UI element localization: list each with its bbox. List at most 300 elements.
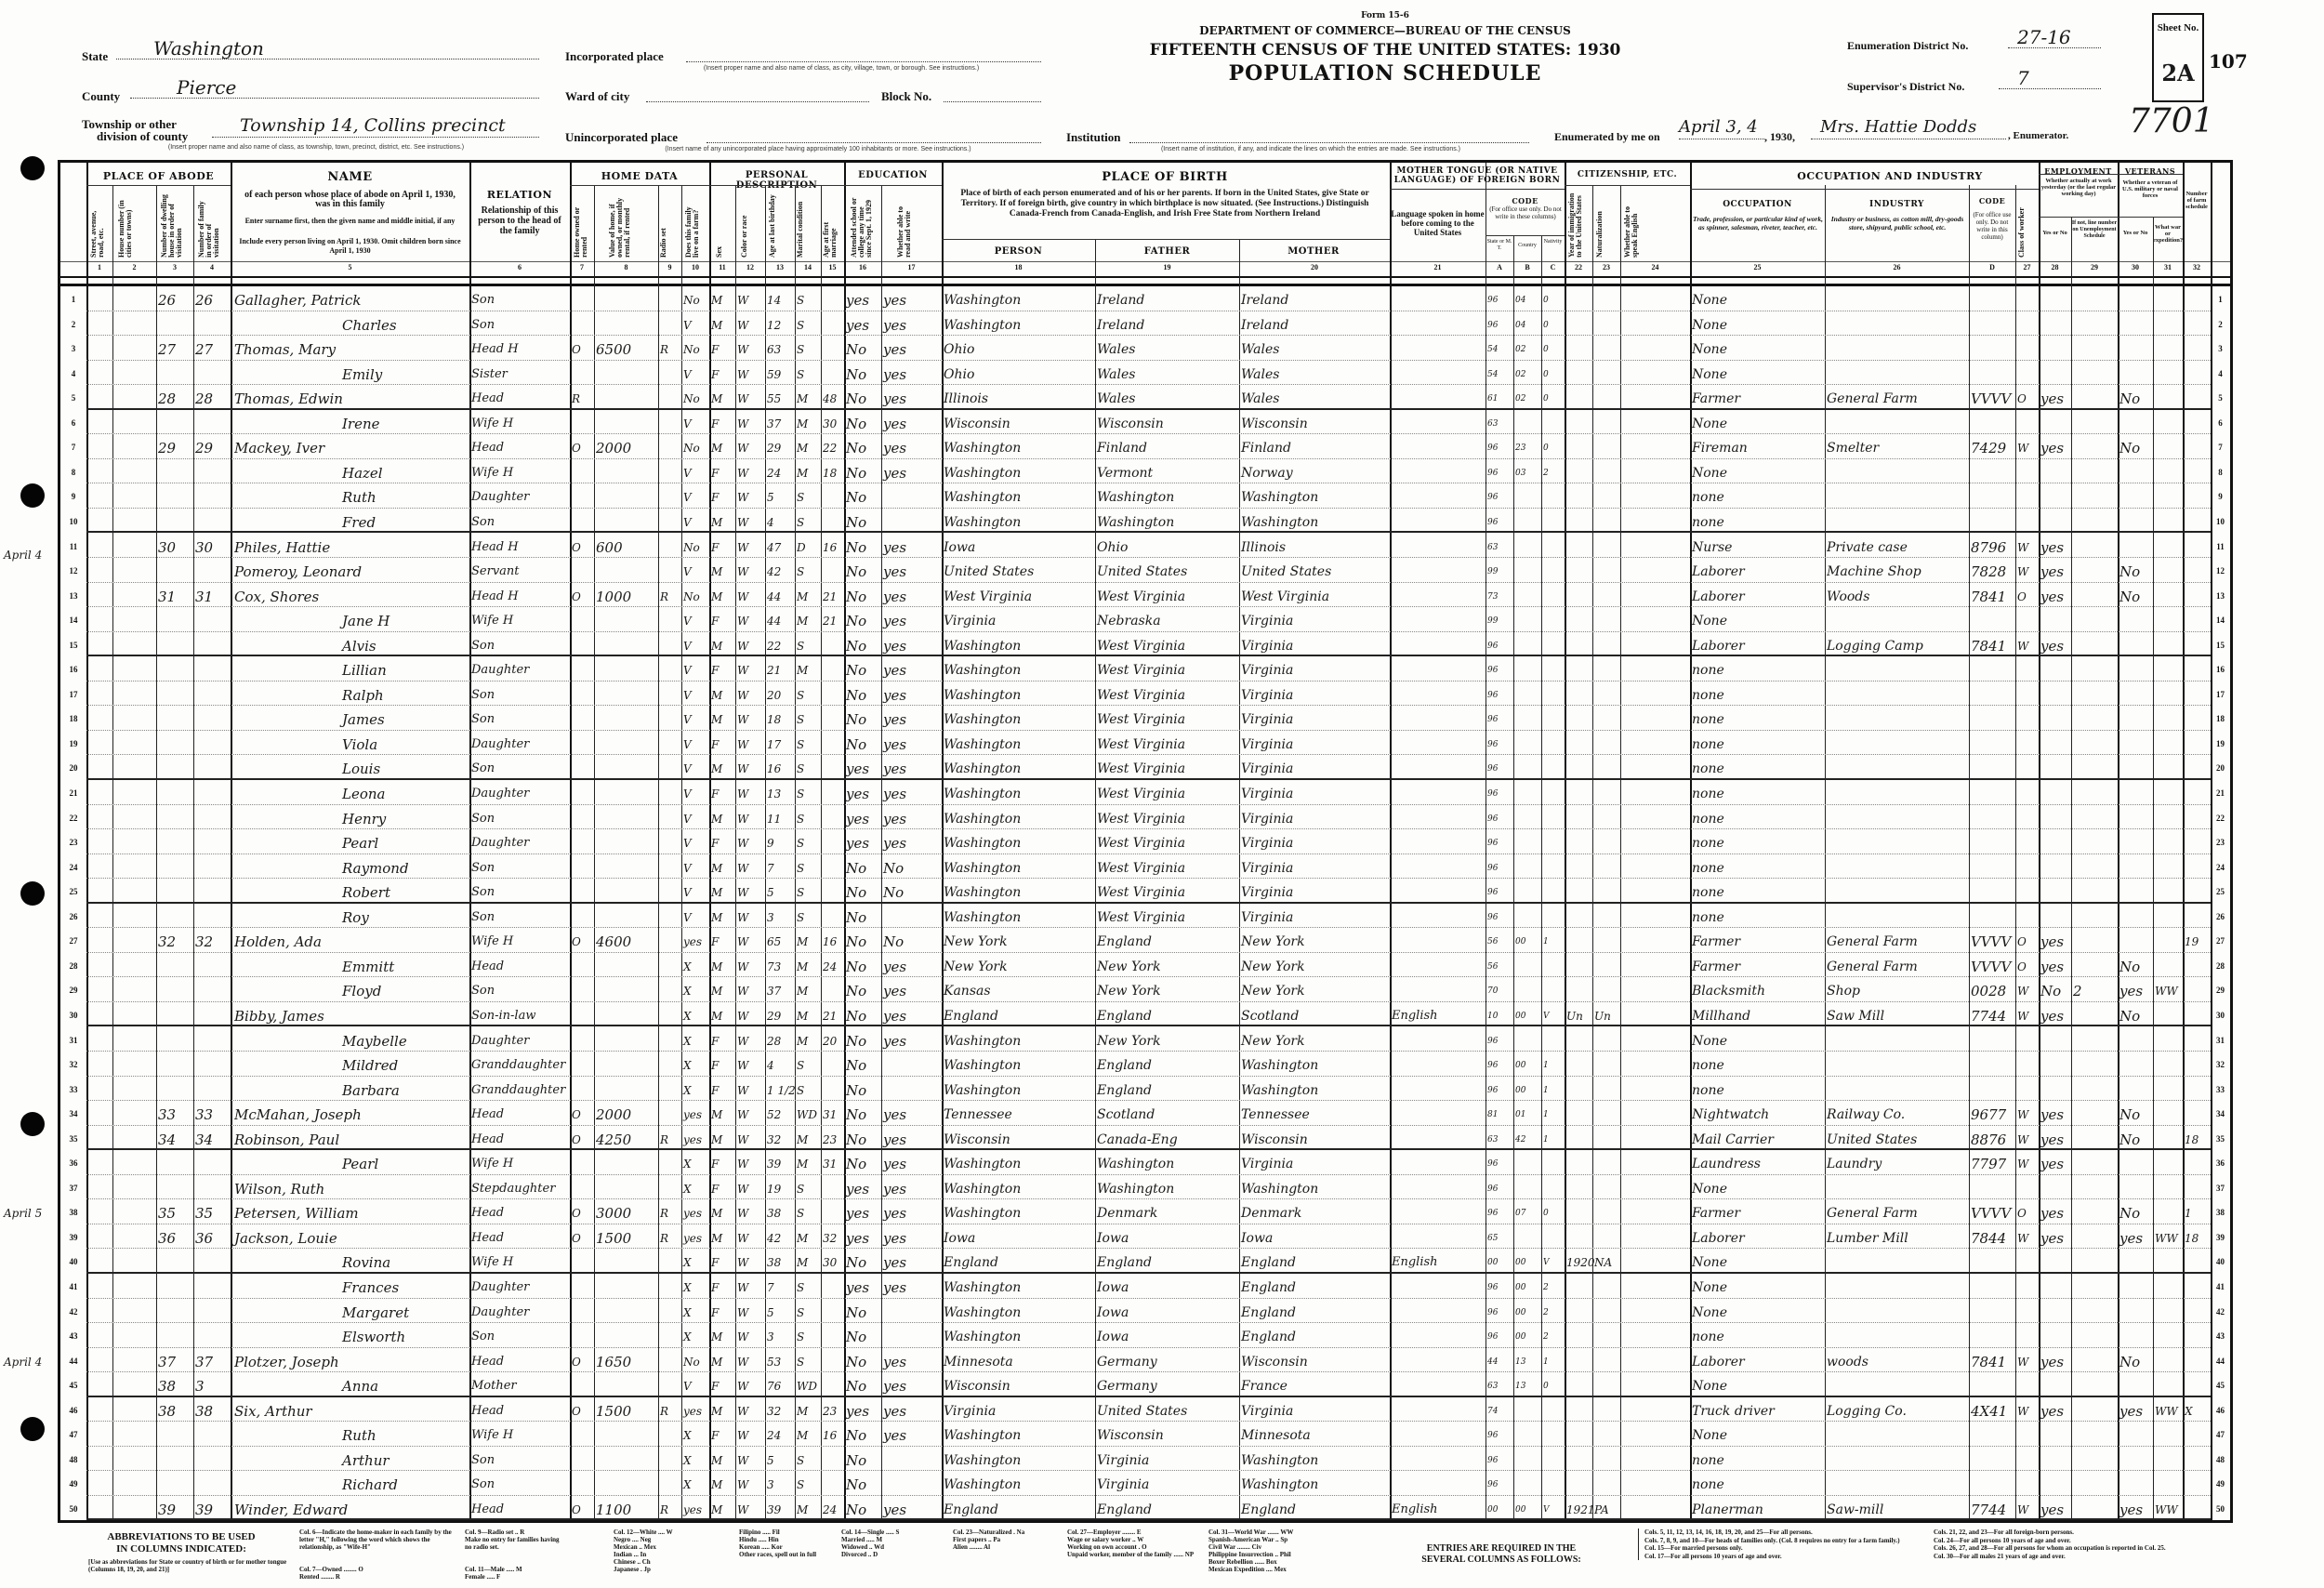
cell-ca[interactable]: 96 [1487,912,1499,922]
cell-mpob[interactable]: New York [1241,934,1305,950]
cell-read[interactable] [881,1299,942,1324]
cell-sch[interactable]: No [846,1451,867,1469]
cell-age[interactable]: 47 [767,540,782,554]
cell-fpob[interactable]: West Virginia [1097,885,1186,901]
cell-fpob[interactable]: Vermont [1097,465,1154,481]
cell-rel[interactable]: Servant [471,564,520,579]
cell-age[interactable]: 63 [767,343,782,357]
cell-sex[interactable]: F [711,1380,720,1394]
cell-sex[interactable]: F [711,540,720,554]
cell-vet[interactable]: No [2119,588,2141,605]
cell-ind[interactable]: General Farm [1827,934,1918,950]
cell-fs[interactable] [2183,410,2211,435]
cell-pob[interactable]: Tennessee [944,1107,1012,1123]
cell-ind[interactable] [1825,1422,1969,1447]
cell-code[interactable]: 7744 [1971,1007,2007,1025]
cell-work[interactable] [2039,483,2071,509]
cell-eng[interactable] [1620,1101,1690,1126]
cell-vet[interactable] [2118,1372,2153,1397]
cell-war[interactable] [2153,483,2183,509]
cell-read[interactable]: yes [883,761,907,778]
cell-cb[interactable] [1513,755,1541,780]
cell-own[interactable] [570,459,594,484]
cell-war[interactable] [2153,731,2183,756]
cell-dw[interactable]: 36 [158,1229,177,1247]
cell-mar[interactable]: M [797,1231,809,1245]
cell-eng[interactable] [1620,1422,1690,1447]
cell-race[interactable]: W [737,1305,749,1319]
cell-name[interactable]: Petersen, William [234,1205,359,1223]
cell-ca[interactable]: 96 [1487,839,1499,849]
cell-cc[interactable] [1541,805,1565,830]
cell-unemp[interactable] [2071,1052,2118,1077]
cell-fam[interactable] [193,805,231,830]
cell-farm[interactable]: V [683,713,692,727]
cell-read[interactable]: No [883,859,905,877]
cell-radio[interactable] [658,459,681,484]
cell-mar[interactable]: S [797,837,805,851]
cell-fpob[interactable]: Washington [1097,1181,1175,1197]
cell-eng[interactable] [1620,977,1690,1002]
cell-ca[interactable]: 96 [1487,863,1499,873]
cell-agem[interactable] [821,706,844,731]
cell-agem[interactable] [821,509,844,534]
cell-age[interactable]: 22 [767,639,782,653]
cell-mar[interactable]: S [797,688,805,702]
cell-own[interactable] [570,656,594,682]
cell-occ[interactable]: none [1692,787,1724,801]
cell-fs[interactable] [2183,977,2211,1002]
cell-farm[interactable]: X [683,959,692,973]
cell-agem[interactable] [821,1052,844,1077]
cell-age[interactable]: 5 [767,1453,774,1467]
cell-occ[interactable]: None [1692,1181,1727,1197]
cell-ind[interactable]: Machine Shop [1827,564,1921,580]
cell-age[interactable]: 13 [767,787,782,801]
cell-unemp[interactable] [2071,558,2118,583]
cell-ind[interactable] [1825,682,1969,707]
cell-cc[interactable] [1541,682,1565,707]
cell-ind[interactable]: Private case [1827,539,1908,555]
cell-race[interactable]: W [737,737,749,751]
cell-cb[interactable] [1513,1471,1541,1496]
cell-cls[interactable] [2015,286,2039,311]
cell-code[interactable] [1969,706,2015,731]
cell-fs[interactable] [2183,706,2211,731]
cell-unemp[interactable] [2071,928,2118,953]
cell-cc[interactable]: 1 [1543,1085,1549,1095]
cell-vet[interactable] [2118,632,2153,657]
cell-cb[interactable] [1513,558,1541,583]
cell-pob[interactable]: United States [944,564,1035,580]
cell-imm[interactable] [1565,1372,1592,1397]
cell-imm[interactable] [1565,632,1592,657]
cell-war[interactable] [2153,1372,2183,1397]
cell-imm[interactable] [1565,1348,1592,1373]
cell-vet[interactable] [2118,904,2153,929]
cell-rel[interactable]: Son [471,317,495,332]
cell-vet[interactable] [2118,682,2153,707]
block-field[interactable] [944,88,1041,102]
cell-code[interactable] [1969,854,2015,880]
cell-unemp[interactable] [2071,1397,2118,1423]
cell-mpob[interactable]: Ireland [1241,293,1289,308]
cell-dw[interactable] [156,780,193,805]
cell-fpob[interactable]: England [1097,934,1153,950]
cell-sch[interactable]: No [846,1156,867,1173]
cell-occ[interactable]: Laborer [1692,638,1745,654]
cell-fs[interactable] [2183,904,2211,929]
cell-unemp[interactable] [2071,1027,2118,1052]
cell-war[interactable] [2153,509,2183,534]
cell-mar[interactable]: M [797,1429,809,1443]
cell-age[interactable]: 76 [767,1380,782,1394]
cell-mpob[interactable]: England [1241,1502,1297,1517]
cell-ind[interactable] [1825,854,1969,880]
cell-imm[interactable] [1565,1077,1592,1102]
cell-val[interactable]: 2000 [596,440,632,457]
cell-nat[interactable] [1592,904,1620,929]
cell-mpob[interactable]: England [1241,1280,1297,1295]
cell-read[interactable]: yes [883,810,907,827]
cell-own[interactable] [570,483,594,509]
cell-name[interactable]: Pearl [342,1156,379,1173]
cell-lang[interactable] [1390,1126,1486,1151]
cell-occ[interactable]: none [1692,761,1724,777]
cell-nat[interactable] [1592,1077,1620,1102]
cell-radio[interactable] [658,607,681,632]
cell-farm[interactable]: V [683,1380,692,1394]
cell-val[interactable] [594,1274,658,1299]
cell-fam[interactable] [193,1274,231,1299]
cell-ca[interactable]: 44 [1487,1356,1499,1367]
cell-val[interactable] [594,879,658,904]
cell-rel[interactable]: Stepdaughter [471,1181,556,1196]
cell-nat[interactable] [1592,1101,1620,1126]
cell-fs[interactable] [2183,1150,2211,1175]
cell-cb[interactable] [1513,879,1541,904]
cell-vet[interactable] [2118,1249,2153,1274]
cell-cb[interactable] [1513,483,1541,509]
cell-fs[interactable] [2183,682,2211,707]
cell-sex[interactable]: F [711,1305,720,1319]
cell-cls[interactable] [2015,1175,2039,1200]
cell-dw[interactable] [156,1447,193,1472]
cell-fs[interactable] [2183,953,2211,978]
cell-work[interactable]: yes [2040,563,2065,581]
cell-age[interactable]: 32 [767,1132,782,1146]
cell-age[interactable]: 5 [767,491,774,505]
cell-vet[interactable]: No [2119,958,2141,975]
cell-work[interactable]: yes [2040,1501,2065,1518]
cell-work[interactable]: yes [2040,958,2065,975]
cell-fpob[interactable]: New York [1097,959,1161,974]
cell-fs[interactable] [2183,1348,2211,1373]
cell-fs[interactable] [2183,286,2211,311]
cell-lang[interactable] [1390,1224,1486,1250]
cell-own[interactable]: O [572,1231,581,1245]
cell-cls[interactable]: W [2017,1108,2029,1122]
cell-dw[interactable] [156,805,193,830]
cell-pob[interactable]: Washington [944,441,1022,457]
cell-val[interactable]: 1500 [596,1402,632,1420]
cell-radio[interactable] [658,1101,681,1126]
cell-code[interactable]: VVVV [1971,390,2012,408]
cell-nat[interactable] [1592,854,1620,880]
cell-fs[interactable] [2183,483,2211,509]
cell-mpob[interactable]: Virginia [1241,836,1294,852]
cell-dw[interactable] [156,311,193,337]
cell-fpob[interactable]: West Virginia [1097,589,1186,604]
cell-code[interactable] [1969,1299,2015,1324]
cell-ca[interactable]: 96 [1487,1455,1499,1465]
cell-occ[interactable]: Laborer [1692,1354,1745,1370]
cell-eng[interactable] [1620,607,1690,632]
cell-agem[interactable] [821,656,844,682]
cell-unemp[interactable] [2071,361,2118,386]
cell-val[interactable] [594,829,658,854]
cell-imm[interactable]: Un [1566,1009,1583,1023]
unincorporated-field[interactable] [706,129,1041,143]
cell-sex[interactable]: M [711,1231,723,1245]
cell-lang[interactable] [1390,1027,1486,1052]
cell-ca[interactable]: 96 [1487,1036,1499,1046]
cell-fpob[interactable]: United States [1097,564,1188,580]
cell-rel[interactable]: Daughter [471,787,530,801]
cell-dw[interactable]: 30 [158,538,177,556]
cell-ca[interactable]: 96 [1487,666,1499,676]
cell-fs[interactable] [2183,656,2211,682]
cell-own[interactable] [570,904,594,929]
cell-nat[interactable] [1592,1372,1620,1397]
cell-pob[interactable]: Washington [944,1206,1022,1222]
cell-dw[interactable] [156,1027,193,1052]
cell-fam[interactable]: 38 [195,1402,214,1420]
cell-fpob[interactable]: England [1097,1502,1153,1517]
cell-name[interactable]: Pearl [342,835,379,853]
cell-mar[interactable]: S [797,1059,805,1073]
cell-read[interactable]: yes [883,1279,907,1296]
cell-agem[interactable] [821,558,844,583]
cell-mpob[interactable]: Washington [1241,1058,1319,1074]
cell-farm[interactable]: yes [683,935,703,949]
cell-eng[interactable] [1620,1150,1690,1175]
cell-fpob[interactable]: Washington [1097,514,1175,530]
cell-fam[interactable] [193,483,231,509]
cell-cc[interactable] [1541,879,1565,904]
cell-ind[interactable] [1825,1249,1969,1274]
cell-eng[interactable] [1620,483,1690,509]
cell-eng[interactable] [1620,1348,1690,1373]
cell-radio[interactable] [658,509,681,534]
cell-agem[interactable] [821,483,844,509]
cell-cc[interactable]: 0 [1543,394,1549,404]
cell-lang[interactable] [1390,1150,1486,1175]
cell-war[interactable] [2153,558,2183,583]
cell-race[interactable]: W [737,837,749,851]
cell-race[interactable]: W [737,787,749,801]
cell-farm[interactable]: yes [683,1231,703,1245]
cell-imm[interactable] [1565,928,1592,953]
cell-agem[interactable]: 32 [823,1231,838,1245]
cell-unemp[interactable] [2071,607,2118,632]
cell-rel[interactable]: Wife H [471,465,514,480]
cell-work[interactable] [2039,829,2071,854]
cell-eng[interactable] [1620,1126,1690,1151]
cell-war[interactable] [2153,1175,2183,1200]
cell-radio[interactable] [658,1299,681,1324]
cell-read[interactable]: yes [883,735,907,753]
cell-mpob[interactable]: Denmark [1241,1206,1302,1222]
cell-pob[interactable]: Washington [944,638,1022,654]
cell-work[interactable]: yes [2040,1402,2065,1420]
cell-fpob[interactable]: West Virginia [1097,712,1186,728]
cell-read[interactable]: yes [883,1156,907,1173]
cell-val[interactable]: 6500 [596,341,632,359]
cell-mpob[interactable]: Scotland [1241,1008,1300,1024]
cell-unemp[interactable] [2071,434,2118,459]
cell-sch[interactable]: No [846,341,867,359]
cell-name[interactable]: Floyd [342,983,382,1000]
cell-pob[interactable]: England [944,1255,999,1271]
cell-lang[interactable] [1390,336,1486,361]
cell-cc[interactable] [1541,755,1565,780]
cell-rel[interactable]: Head [471,1131,505,1146]
cell-fs[interactable]: 1 [2185,1207,2192,1221]
cell-imm[interactable] [1565,780,1592,805]
cell-mpob[interactable]: Tennessee [1241,1107,1310,1123]
cell-work[interactable]: yes [2040,1131,2065,1148]
cell-war[interactable] [2153,1126,2183,1151]
cell-sch[interactable]: No [846,613,867,630]
cell-cc[interactable] [1541,534,1565,559]
cell-sex[interactable]: F [711,491,720,505]
cell-cls[interactable]: W [2017,1132,2029,1146]
cell-radio[interactable] [658,656,681,682]
cell-sex[interactable]: F [711,935,720,949]
cell-race[interactable]: W [737,1380,749,1394]
cell-unemp[interactable] [2071,1447,2118,1472]
cell-dw[interactable] [156,682,193,707]
cell-cls[interactable]: W [2017,985,2029,999]
cell-fpob[interactable]: Washington [1097,1157,1175,1172]
cell-agem[interactable]: 21 [823,615,838,629]
cell-sch[interactable]: No [846,1131,867,1148]
cell-read[interactable]: No [883,933,905,951]
cell-read[interactable]: yes [883,1229,907,1247]
cell-war[interactable] [2153,1422,2183,1447]
cell-work[interactable] [2039,1471,2071,1496]
cell-cc[interactable] [1541,410,1565,435]
cell-sex[interactable]: M [711,985,723,999]
cell-sch[interactable]: No [846,563,867,581]
cell-nat[interactable] [1592,483,1620,509]
cell-nat[interactable] [1592,558,1620,583]
cell-rel[interactable]: Wife H [471,614,514,629]
cell-cb[interactable] [1513,1175,1541,1200]
cell-fs[interactable] [2183,1372,2211,1397]
cell-code[interactable] [1969,1052,2015,1077]
cell-mar[interactable]: S [797,565,805,579]
cell-war[interactable] [2153,1101,2183,1126]
cell-war[interactable] [2153,607,2183,632]
cell-name[interactable]: Frances [342,1279,400,1296]
cell-work[interactable]: yes [2040,538,2065,556]
cell-ca[interactable]: 63 [1487,1382,1499,1392]
cell-race[interactable]: W [737,515,749,529]
cell-mpob[interactable]: New York [1241,1033,1305,1049]
cell-ind[interactable] [1825,706,1969,731]
cell-mar[interactable]: M [797,1256,809,1270]
cell-age[interactable]: 5 [767,1305,774,1319]
cell-code[interactable] [1969,311,2015,337]
cell-race[interactable]: W [737,762,749,776]
cell-cc[interactable] [1541,483,1565,509]
cell-farm[interactable]: V [683,688,692,702]
cell-rel[interactable]: Head [471,1107,505,1122]
cell-war[interactable] [2153,656,2183,682]
cell-unemp[interactable] [2071,682,2118,707]
cell-val[interactable] [594,1077,658,1102]
cell-fpob[interactable]: West Virginia [1097,687,1186,703]
cell-fam[interactable] [193,509,231,534]
cell-own[interactable] [570,682,594,707]
cell-cc[interactable]: 1 [1543,1356,1549,1367]
cell-cls[interactable]: O [2017,935,2027,949]
cell-dw[interactable] [156,656,193,682]
cell-name[interactable]: Henry [342,810,387,827]
cell-fam[interactable]: 30 [195,538,214,556]
cell-fam[interactable]: 33 [195,1106,214,1124]
cell-unemp[interactable] [2071,1299,2118,1324]
cell-mar[interactable]: S [797,1305,805,1319]
cell-cb[interactable]: 00 [1515,1258,1526,1268]
cell-val[interactable] [594,780,658,805]
cell-occ[interactable]: None [1692,293,1727,308]
cell-name[interactable]: Emmitt [342,958,395,975]
cell-sch[interactable]: No [846,538,867,556]
cell-cc[interactable]: 2 [1543,1283,1549,1292]
cell-occ[interactable]: Laborer [1692,564,1745,580]
cell-fs[interactable] [2183,1249,2211,1274]
cell-vet[interactable] [2118,361,2153,386]
cell-sex[interactable]: M [711,762,723,776]
cell-nat[interactable] [1592,583,1620,608]
cell-farm[interactable]: No [683,540,700,554]
cell-code[interactable]: 7841 [1971,1353,2007,1370]
township-field[interactable]: Township 14, Collins precinct [212,115,539,138]
cell-name[interactable]: Barbara [342,1081,400,1099]
cell-fam[interactable] [193,1175,231,1200]
cell-agem[interactable] [821,1175,844,1200]
cell-mar[interactable]: S [797,713,805,727]
cell-code[interactable]: 4X41 [1971,1402,2008,1420]
cell-ind[interactable] [1825,1175,1969,1200]
cell-cc[interactable] [1541,1397,1565,1423]
cell-imm[interactable] [1565,829,1592,854]
cell-cb[interactable] [1513,953,1541,978]
cell-eng[interactable] [1620,805,1690,830]
cell-radio[interactable]: R [660,1132,669,1146]
cell-mpob[interactable]: Virginia [1241,811,1294,827]
cell-lang[interactable] [1390,1348,1486,1373]
cell-fs[interactable] [2183,385,2211,410]
cell-vet[interactable] [2118,1274,2153,1299]
cell-vet[interactable] [2118,755,2153,780]
cell-mar[interactable]: M [797,442,809,456]
cell-own[interactable] [570,1249,594,1274]
cell-radio[interactable] [658,1348,681,1373]
